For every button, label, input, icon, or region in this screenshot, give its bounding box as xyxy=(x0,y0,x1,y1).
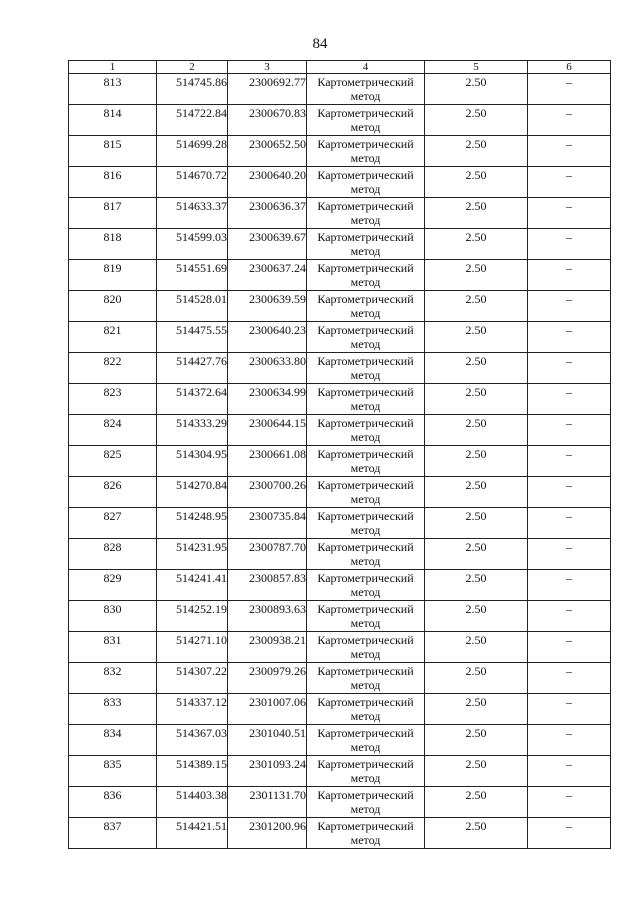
method-line-1: Картометрический xyxy=(317,416,414,430)
accuracy-cell: 2.50 xyxy=(425,601,528,632)
y-coordinate-cell: 2300661.08 xyxy=(228,446,307,477)
method-line-2: метод xyxy=(350,244,381,258)
method-line-1: Картометрический xyxy=(317,509,414,523)
accuracy-cell: 2.50 xyxy=(425,198,528,229)
x-coordinate-cell: 514421.51 xyxy=(157,818,228,849)
note-cell: – xyxy=(528,198,611,229)
y-coordinate-cell: 2300938.21 xyxy=(228,632,307,663)
table-row xyxy=(69,632,611,663)
column-header: 5 xyxy=(425,61,528,74)
method-line-1: Картометрический xyxy=(317,819,414,833)
method-cell xyxy=(307,632,425,663)
y-coordinate-cell: 2300636.37 xyxy=(228,198,307,229)
method-line-2: метод xyxy=(350,89,381,103)
x-coordinate-cell: 514427.76 xyxy=(157,353,228,384)
y-coordinate-cell: 2300637.24 xyxy=(228,260,307,291)
x-coordinate-cell: 514528.01 xyxy=(157,291,228,322)
x-coordinate-cell: 514372.64 xyxy=(157,384,228,415)
method-cell xyxy=(307,74,425,105)
note-cell: – xyxy=(528,322,611,353)
note-cell: – xyxy=(528,446,611,477)
table-row xyxy=(69,446,611,477)
note-cell: – xyxy=(528,477,611,508)
accuracy-cell: 2.50 xyxy=(425,322,528,353)
accuracy-cell: 2.50 xyxy=(425,477,528,508)
method-line-1: Картометрический xyxy=(317,664,414,678)
note-cell: – xyxy=(528,694,611,725)
method-cell xyxy=(307,725,425,756)
accuracy-cell: 2.50 xyxy=(425,105,528,136)
table-header-row xyxy=(69,61,611,74)
method-line-2: метод xyxy=(350,523,381,537)
method-line-2: метод xyxy=(350,120,381,134)
column-header: 3 xyxy=(228,61,307,74)
method-line-1: Картометрический xyxy=(317,540,414,554)
x-coordinate-cell: 514333.29 xyxy=(157,415,228,446)
point-number-cell: 832 xyxy=(69,663,157,694)
note-cell: – xyxy=(528,291,611,322)
point-number-cell: 835 xyxy=(69,756,157,787)
point-number-cell: 820 xyxy=(69,291,157,322)
x-coordinate-cell: 514633.37 xyxy=(157,198,228,229)
note-cell: – xyxy=(528,818,611,849)
point-number-cell: 816 xyxy=(69,167,157,198)
method-line-2: метод xyxy=(350,275,381,289)
point-number-cell: 836 xyxy=(69,787,157,818)
table-body xyxy=(69,74,611,849)
note-cell: – xyxy=(528,756,611,787)
method-line-2: метод xyxy=(350,337,381,351)
accuracy-cell: 2.50 xyxy=(425,632,528,663)
table-row xyxy=(69,694,611,725)
method-line-2: метод xyxy=(350,492,381,506)
x-coordinate-cell: 514337.12 xyxy=(157,694,228,725)
y-coordinate-cell: 2300670.83 xyxy=(228,105,307,136)
x-coordinate-cell: 514745.86 xyxy=(157,74,228,105)
x-coordinate-cell: 514271.10 xyxy=(157,632,228,663)
method-line-1: Картометрический xyxy=(317,168,414,182)
point-number-cell: 815 xyxy=(69,136,157,167)
note-cell: – xyxy=(528,136,611,167)
method-line-2: метод xyxy=(350,213,381,227)
page-number: 84 xyxy=(312,36,328,52)
point-number-cell: 824 xyxy=(69,415,157,446)
method-line-1: Картометрический xyxy=(317,788,414,802)
accuracy-cell: 2.50 xyxy=(425,167,528,198)
column-header: 4 xyxy=(307,61,425,74)
point-number-cell: 822 xyxy=(69,353,157,384)
method-cell xyxy=(307,291,425,322)
accuracy-cell: 2.50 xyxy=(425,291,528,322)
x-coordinate-cell: 514252.19 xyxy=(157,601,228,632)
note-cell: – xyxy=(528,508,611,539)
table-row xyxy=(69,384,611,415)
table-row xyxy=(69,167,611,198)
table-row xyxy=(69,570,611,601)
method-line-1: Картометрический xyxy=(317,261,414,275)
y-coordinate-cell: 2301131.70 xyxy=(228,787,307,818)
table-row xyxy=(69,229,611,260)
method-line-2: метод xyxy=(350,678,381,692)
accuracy-cell: 2.50 xyxy=(425,756,528,787)
accuracy-cell: 2.50 xyxy=(425,136,528,167)
point-number-cell: 814 xyxy=(69,105,157,136)
note-cell: – xyxy=(528,601,611,632)
y-coordinate-cell: 2300652.50 xyxy=(228,136,307,167)
method-line-2: метод xyxy=(350,616,381,630)
point-number-cell: 823 xyxy=(69,384,157,415)
accuracy-cell: 2.50 xyxy=(425,570,528,601)
method-cell xyxy=(307,384,425,415)
method-cell xyxy=(307,353,425,384)
y-coordinate-cell: 2300735.84 xyxy=(228,508,307,539)
method-line-1: Картометрический xyxy=(317,106,414,120)
method-cell xyxy=(307,229,425,260)
x-coordinate-cell: 514475.55 xyxy=(157,322,228,353)
method-cell xyxy=(307,260,425,291)
method-line-1: Картометрический xyxy=(317,137,414,151)
y-coordinate-cell: 2300979.26 xyxy=(228,663,307,694)
method-cell xyxy=(307,818,425,849)
method-line-2: метод xyxy=(350,399,381,413)
table-row xyxy=(69,725,611,756)
method-line-1: Картометрический xyxy=(317,447,414,461)
accuracy-cell: 2.50 xyxy=(425,384,528,415)
point-number-cell: 827 xyxy=(69,508,157,539)
table-row xyxy=(69,601,611,632)
accuracy-cell: 2.50 xyxy=(425,508,528,539)
point-number-cell: 818 xyxy=(69,229,157,260)
method-line-2: метод xyxy=(350,151,381,165)
x-coordinate-cell: 514670.72 xyxy=(157,167,228,198)
method-line-1: Картометрический xyxy=(317,695,414,709)
note-cell: – xyxy=(528,353,611,384)
y-coordinate-cell: 2300640.20 xyxy=(228,167,307,198)
method-line-2: метод xyxy=(350,554,381,568)
method-line-2: метод xyxy=(350,709,381,723)
note-cell: – xyxy=(528,663,611,694)
method-cell xyxy=(307,477,425,508)
table-row xyxy=(69,756,611,787)
y-coordinate-cell: 2300893.63 xyxy=(228,601,307,632)
accuracy-cell: 2.50 xyxy=(425,539,528,570)
method-line-2: метод xyxy=(350,833,381,847)
method-cell xyxy=(307,415,425,446)
accuracy-cell: 2.50 xyxy=(425,353,528,384)
x-coordinate-cell: 514367.03 xyxy=(157,725,228,756)
method-cell xyxy=(307,322,425,353)
method-cell xyxy=(307,105,425,136)
method-line-1: Картометрический xyxy=(317,199,414,213)
x-coordinate-cell: 514307.22 xyxy=(157,663,228,694)
x-coordinate-cell: 514304.95 xyxy=(157,446,228,477)
table-row xyxy=(69,508,611,539)
method-cell xyxy=(307,446,425,477)
method-cell xyxy=(307,167,425,198)
column-header: 1 xyxy=(69,61,157,74)
table-row xyxy=(69,198,611,229)
accuracy-cell: 2.50 xyxy=(425,663,528,694)
y-coordinate-cell: 2300644.15 xyxy=(228,415,307,446)
method-cell xyxy=(307,136,425,167)
method-cell xyxy=(307,539,425,570)
y-coordinate-cell: 2300634.99 xyxy=(228,384,307,415)
point-number-cell: 837 xyxy=(69,818,157,849)
method-line-2: метод xyxy=(350,182,381,196)
method-line-2: метод xyxy=(350,647,381,661)
accuracy-cell: 2.50 xyxy=(425,446,528,477)
accuracy-cell: 2.50 xyxy=(425,787,528,818)
method-line-2: метод xyxy=(350,585,381,599)
y-coordinate-cell: 2300633.80 xyxy=(228,353,307,384)
x-coordinate-cell: 514722.84 xyxy=(157,105,228,136)
note-cell: – xyxy=(528,632,611,663)
note-cell: – xyxy=(528,167,611,198)
y-coordinate-cell: 2301007.06 xyxy=(228,694,307,725)
x-coordinate-cell: 514231.95 xyxy=(157,539,228,570)
table-row xyxy=(69,136,611,167)
point-number-cell: 826 xyxy=(69,477,157,508)
x-coordinate-cell: 514241.41 xyxy=(157,570,228,601)
method-line-1: Картометрический xyxy=(317,323,414,337)
method-line-2: метод xyxy=(350,461,381,475)
table-row xyxy=(69,415,611,446)
method-line-2: метод xyxy=(350,430,381,444)
accuracy-cell: 2.50 xyxy=(425,74,528,105)
point-number-cell: 830 xyxy=(69,601,157,632)
method-line-1: Картометрический xyxy=(317,385,414,399)
accuracy-cell: 2.50 xyxy=(425,818,528,849)
column-header: 6 xyxy=(528,61,611,74)
table-row xyxy=(69,477,611,508)
point-number-cell: 821 xyxy=(69,322,157,353)
y-coordinate-cell: 2300857.83 xyxy=(228,570,307,601)
point-number-cell: 833 xyxy=(69,694,157,725)
table-row xyxy=(69,818,611,849)
accuracy-cell: 2.50 xyxy=(425,229,528,260)
x-coordinate-cell: 514403.38 xyxy=(157,787,228,818)
table-row xyxy=(69,105,611,136)
method-line-2: метод xyxy=(350,368,381,382)
note-cell: – xyxy=(528,105,611,136)
point-number-cell: 829 xyxy=(69,570,157,601)
method-line-1: Картометрический xyxy=(317,230,414,244)
method-line-1: Картометрический xyxy=(317,571,414,585)
method-line-1: Картометрический xyxy=(317,292,414,306)
method-line-2: метод xyxy=(350,740,381,754)
method-cell xyxy=(307,663,425,694)
point-number-cell: 831 xyxy=(69,632,157,663)
method-line-1: Картометрический xyxy=(317,75,414,89)
note-cell: – xyxy=(528,384,611,415)
table-row xyxy=(69,353,611,384)
method-line-1: Картометрический xyxy=(317,633,414,647)
point-number-cell: 825 xyxy=(69,446,157,477)
method-line-1: Картометрический xyxy=(317,757,414,771)
note-cell: – xyxy=(528,415,611,446)
method-line-1: Картометрический xyxy=(317,354,414,368)
y-coordinate-cell: 2300639.59 xyxy=(228,291,307,322)
x-coordinate-cell: 514699.28 xyxy=(157,136,228,167)
table-row xyxy=(69,260,611,291)
note-cell: – xyxy=(528,787,611,818)
method-cell xyxy=(307,787,425,818)
method-cell xyxy=(307,198,425,229)
x-coordinate-cell: 514599.03 xyxy=(157,229,228,260)
y-coordinate-cell: 2301200.96 xyxy=(228,818,307,849)
table-row xyxy=(69,663,611,694)
y-coordinate-cell: 2300692.77 xyxy=(228,74,307,105)
y-coordinate-cell: 2301093.24 xyxy=(228,756,307,787)
x-coordinate-cell: 514248.95 xyxy=(157,508,228,539)
table-row xyxy=(69,322,611,353)
table-row xyxy=(69,291,611,322)
table-row xyxy=(69,787,611,818)
method-line-1: Картометрический xyxy=(317,602,414,616)
x-coordinate-cell: 514270.84 xyxy=(157,477,228,508)
coordinates-table xyxy=(68,60,611,849)
table-row xyxy=(69,539,611,570)
accuracy-cell: 2.50 xyxy=(425,415,528,446)
table-row xyxy=(69,74,611,105)
y-coordinate-cell: 2301040.51 xyxy=(228,725,307,756)
x-coordinate-cell: 514389.15 xyxy=(157,756,228,787)
point-number-cell: 817 xyxy=(69,198,157,229)
point-number-cell: 828 xyxy=(69,539,157,570)
x-coordinate-cell: 514551.69 xyxy=(157,260,228,291)
method-cell xyxy=(307,756,425,787)
method-line-2: метод xyxy=(350,771,381,785)
note-cell: – xyxy=(528,229,611,260)
y-coordinate-cell: 2300787.70 xyxy=(228,539,307,570)
y-coordinate-cell: 2300639.67 xyxy=(228,229,307,260)
accuracy-cell: 2.50 xyxy=(425,694,528,725)
method-cell xyxy=(307,694,425,725)
note-cell: – xyxy=(528,570,611,601)
point-number-cell: 813 xyxy=(69,74,157,105)
column-header: 2 xyxy=(157,61,228,74)
note-cell: – xyxy=(528,539,611,570)
point-number-cell: 834 xyxy=(69,725,157,756)
note-cell: – xyxy=(528,260,611,291)
y-coordinate-cell: 2300700.26 xyxy=(228,477,307,508)
method-cell xyxy=(307,601,425,632)
point-number-cell: 819 xyxy=(69,260,157,291)
accuracy-cell: 2.50 xyxy=(425,725,528,756)
note-cell: – xyxy=(528,74,611,105)
method-line-1: Картометрический xyxy=(317,726,414,740)
method-line-2: метод xyxy=(350,306,381,320)
method-line-1: Картометрический xyxy=(317,478,414,492)
method-cell xyxy=(307,570,425,601)
y-coordinate-cell: 2300640.23 xyxy=(228,322,307,353)
note-cell: – xyxy=(528,725,611,756)
method-line-2: метод xyxy=(350,802,381,816)
accuracy-cell: 2.50 xyxy=(425,260,528,291)
method-cell xyxy=(307,508,425,539)
